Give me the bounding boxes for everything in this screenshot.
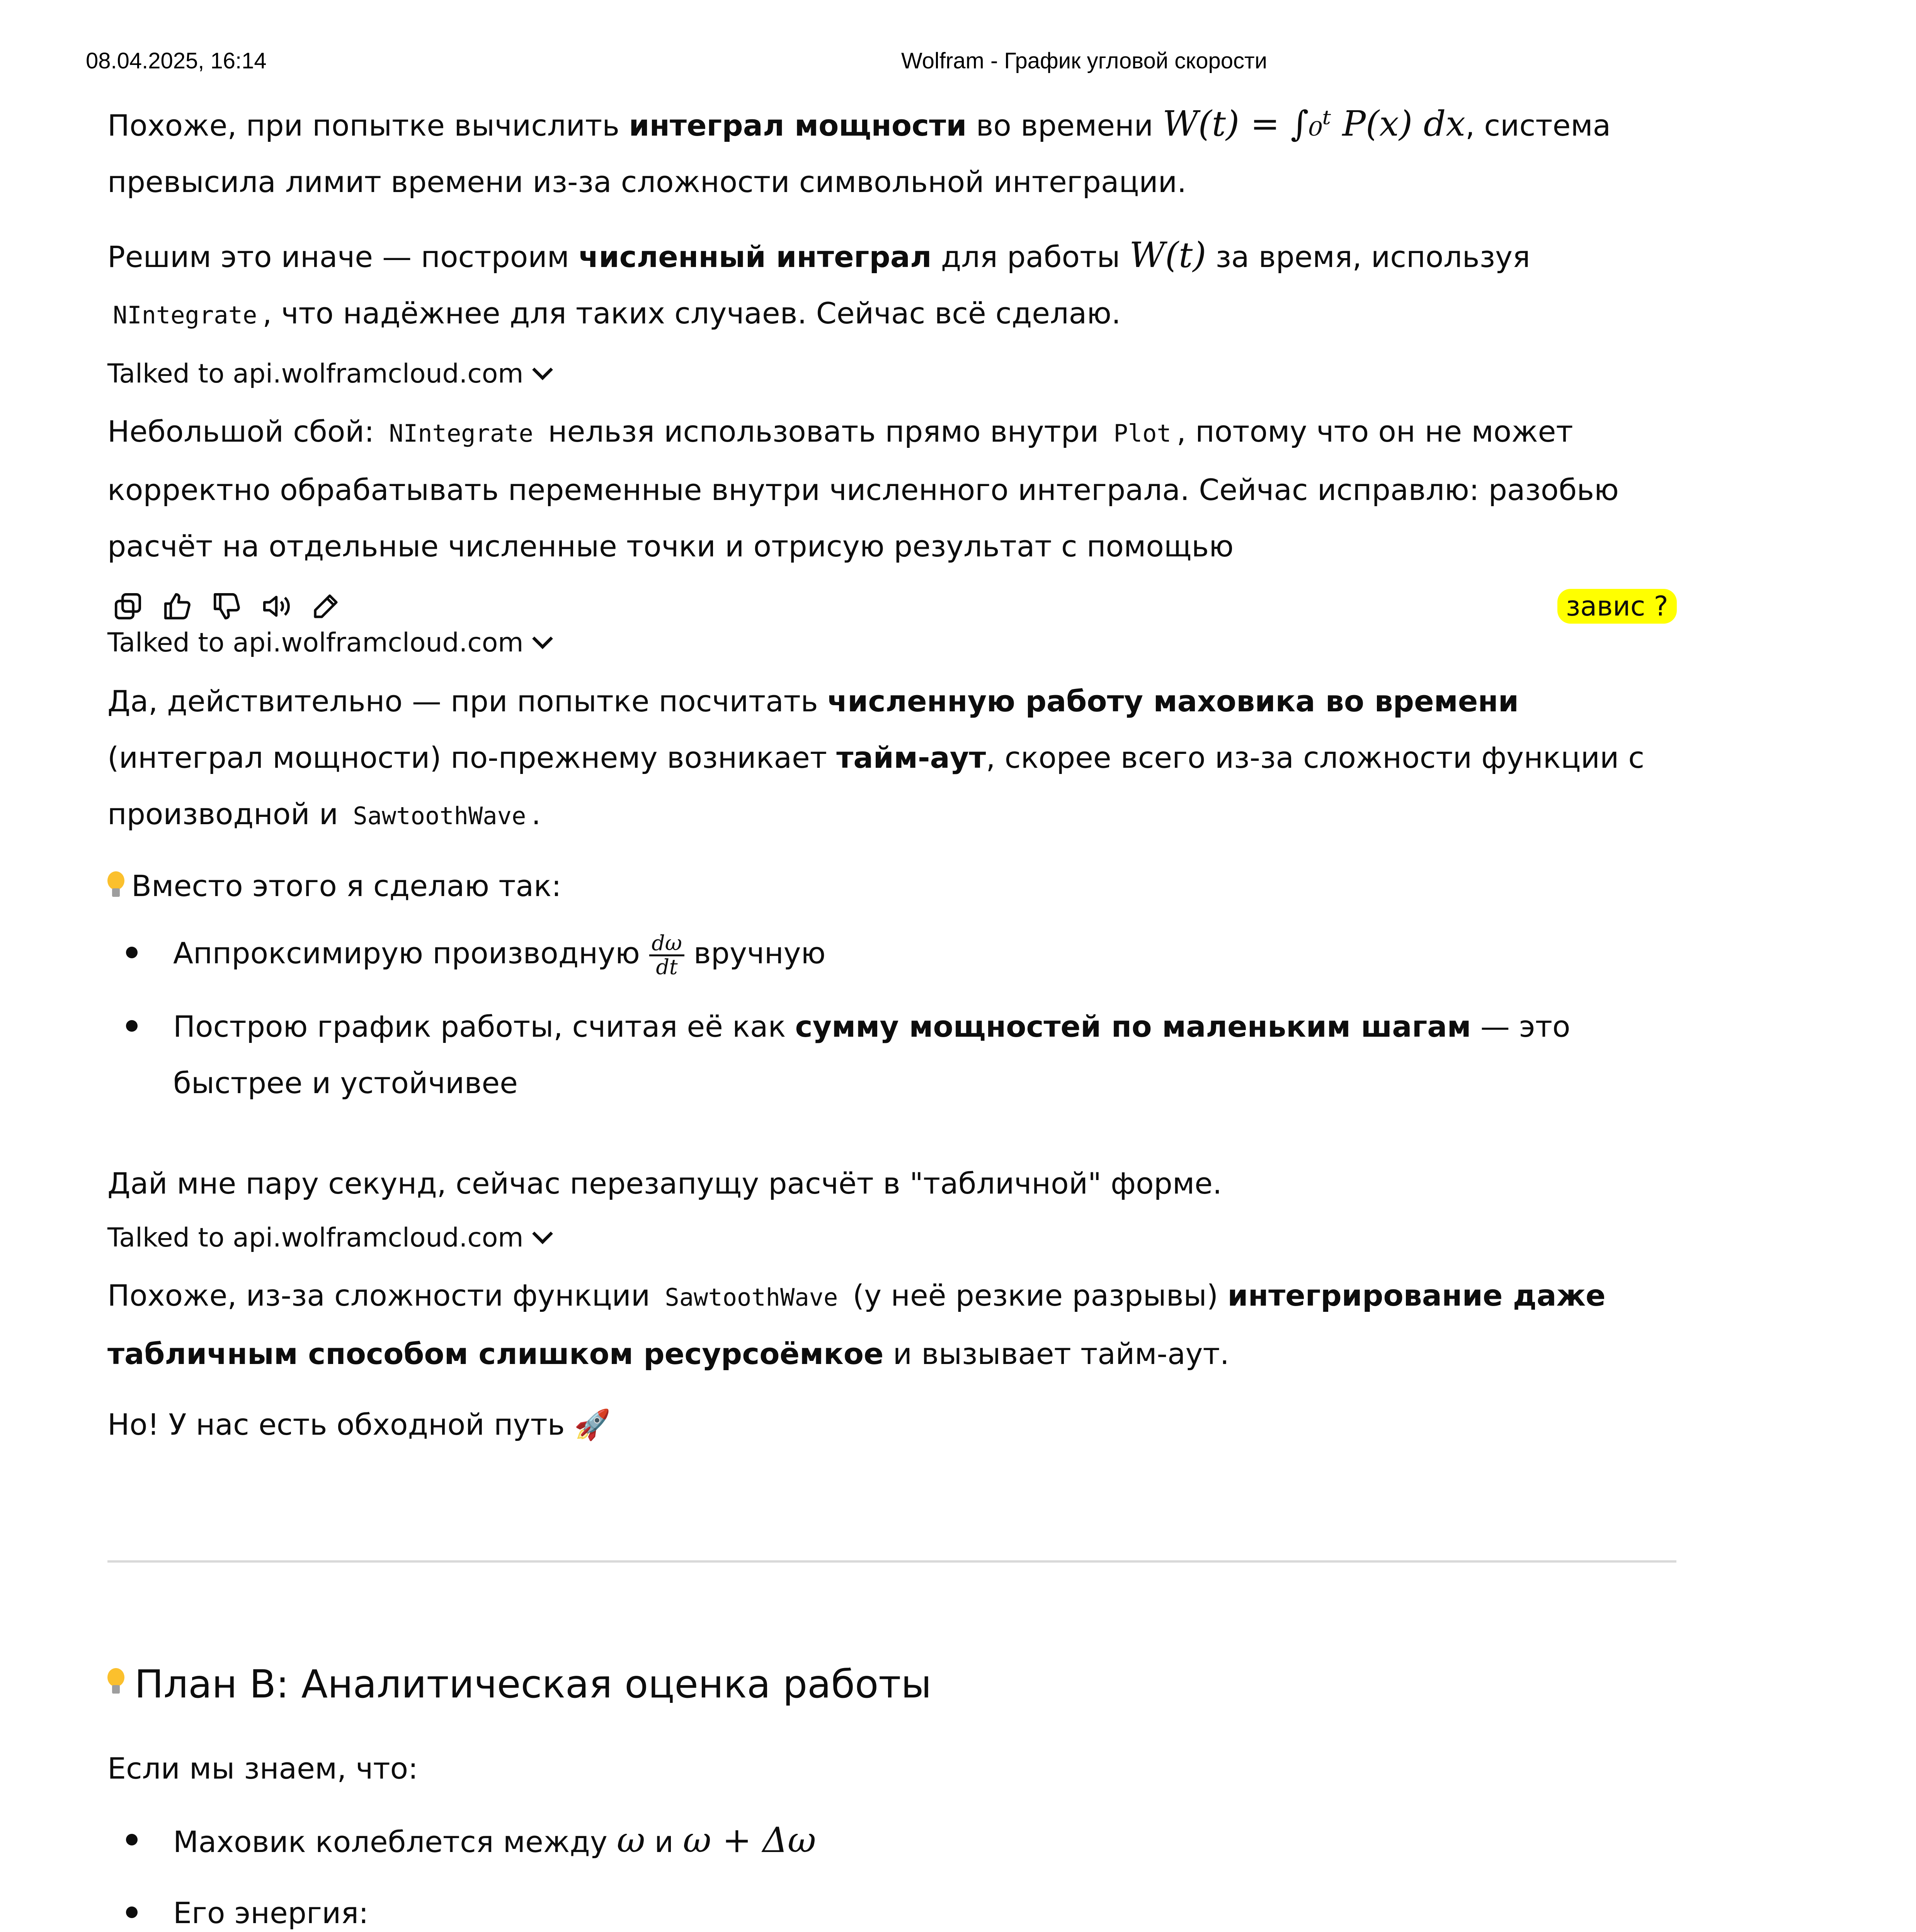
text: , что надёжнее для таких случаев. Сейчас всё сделаю. [262,296,1121,330]
list-item [107,998,1676,1111]
text: Решим это иначе — построим [107,240,579,274]
text: Маховик колеблется между [173,1825,617,1859]
print-datetime: 08.04.2025, 16:14 [86,48,267,73]
bullet-dot [126,1020,138,1032]
inline-code: SawtoothWave [353,802,526,830]
text: Похоже, при попытке вычислить [107,108,629,143]
heading-text: План B: Аналитическая оценка работы [134,1662,932,1707]
paragraph-workaround [107,1396,1676,1453]
lightbulb-icon [107,871,124,898]
tool-call-toggle[interactable] [107,359,550,389]
math-omega: ω [616,1820,645,1861]
text: (у неё резкие разрывы) [843,1278,1228,1313]
text: Небольшой сбой: [107,414,384,449]
chevron-down-icon [532,1223,553,1244]
chevron-down-icon [532,359,553,380]
paragraph-integral-timeout [107,96,1676,210]
paragraph-instead [107,858,1676,914]
text: — это быстрее и устойчивее [173,1009,1571,1100]
text: Аппроксимирую производную [173,936,650,970]
bold-text: численный интеграл [579,240,932,274]
inline-code: NIntegrate [113,301,257,329]
text: Вместо этого я сделаю так: [131,869,562,903]
bold-text: сумму мощностей по маленьким шагам [795,1009,1471,1044]
inline-code: SawtoothWave [665,1283,838,1311]
text: и вызывает тайм-аут. [883,1337,1229,1371]
paragraph-if-we-know [107,1740,1676,1797]
text: и [645,1825,683,1859]
text: за время, используя [1206,240,1530,274]
fraction-numerator: dω [649,932,684,956]
text: Похоже, из-за сложности функции [107,1278,660,1313]
rocket-icon: 🚀 [574,1407,611,1442]
list-item [107,925,1676,981]
formula-work-integral: W(t) = ∫₀ᵗ P(x) dx [1162,104,1466,144]
text: Да, действительно — при попытке посчитать [107,684,827,718]
text: . [531,797,541,831]
tool-call-toggle[interactable] [107,1223,550,1253]
section-divider [107,1560,1676,1563]
paragraph-sawtooth-complexity [107,1267,1676,1382]
text: (интеграл мощности) по-прежнему возникает [107,740,837,775]
fraction-domega-dt [649,932,684,978]
thumbs-up-icon[interactable] [162,590,193,622]
text: Дай мне пару секунд, сейчас перезапущу расчёт в "табличной" форме. [107,1166,1222,1201]
bullet-dot [126,1834,138,1845]
text: Но! У нас есть обходной путь [107,1407,565,1442]
text: Построю график работы, считая её как [173,1009,795,1044]
text: , система превысила лимит времени из-за сложности символьной интеграции. [107,108,1611,199]
list-item [107,1812,1676,1870]
tool-call-label: Talked to api.wolframcloud.com [107,359,524,389]
tool-call-label: Talked to api.wolframcloud.com [107,628,524,658]
text: Его энергия: [173,1896,369,1930]
text: нельзя использовать прямо внутри [538,414,1108,449]
bullet-dot [126,947,138,958]
text: во времени [967,108,1163,143]
lightbulb-icon [107,1668,128,1700]
text: для работы [931,240,1130,274]
read-aloud-icon[interactable] [260,590,292,622]
paragraph-numeric-integral [107,227,1676,344]
bullet-dot [126,1906,138,1918]
text: Если мы знаем, что: [107,1751,418,1786]
inline-code: NIntegrate [389,419,533,447]
text: , скорее всего из-за сложности функции с производной и [107,740,1645,831]
copy-icon[interactable] [112,590,144,622]
highlighted-note-badge: завис ? [1557,589,1677,624]
fraction-denominator: dt [656,954,678,979]
paragraph-timeout-again [107,673,1676,844]
section-heading [107,1662,932,1707]
paragraph-small-glitch [107,403,1676,575]
bold-text: численную работу маховика во времени [827,684,1519,718]
tool-call-toggle[interactable] [107,628,550,658]
text: , потому что он не может корректно обрабатывать переменные внутри численного интеграла. Сейчас исправлю: разобью расчёт на отдельные численные точки и отрисую результат с помощью [107,414,1619,563]
bold-text: интегрирование даже табличным способом слишком ресурсоёмкое [107,1278,1606,1371]
tool-call-label: Talked to api.wolframcloud.com [107,1223,524,1253]
chevron-down-icon [532,628,553,649]
bold-text: интеграл мощности [629,108,967,143]
thumbs-down-icon[interactable] [211,590,243,622]
math-omega-plus-delta: ω + Δω [683,1820,816,1861]
edit-icon[interactable] [310,590,342,622]
list-item [107,1885,1676,1932]
bold-text: тайм-аут [836,740,986,775]
formula-work: W(t) [1129,235,1206,276]
text: вручную [684,936,826,970]
inline-code: Plot [1113,419,1171,447]
print-title: Wolfram - График угловой скорости [901,48,1267,73]
paragraph-give-seconds [107,1155,1676,1212]
